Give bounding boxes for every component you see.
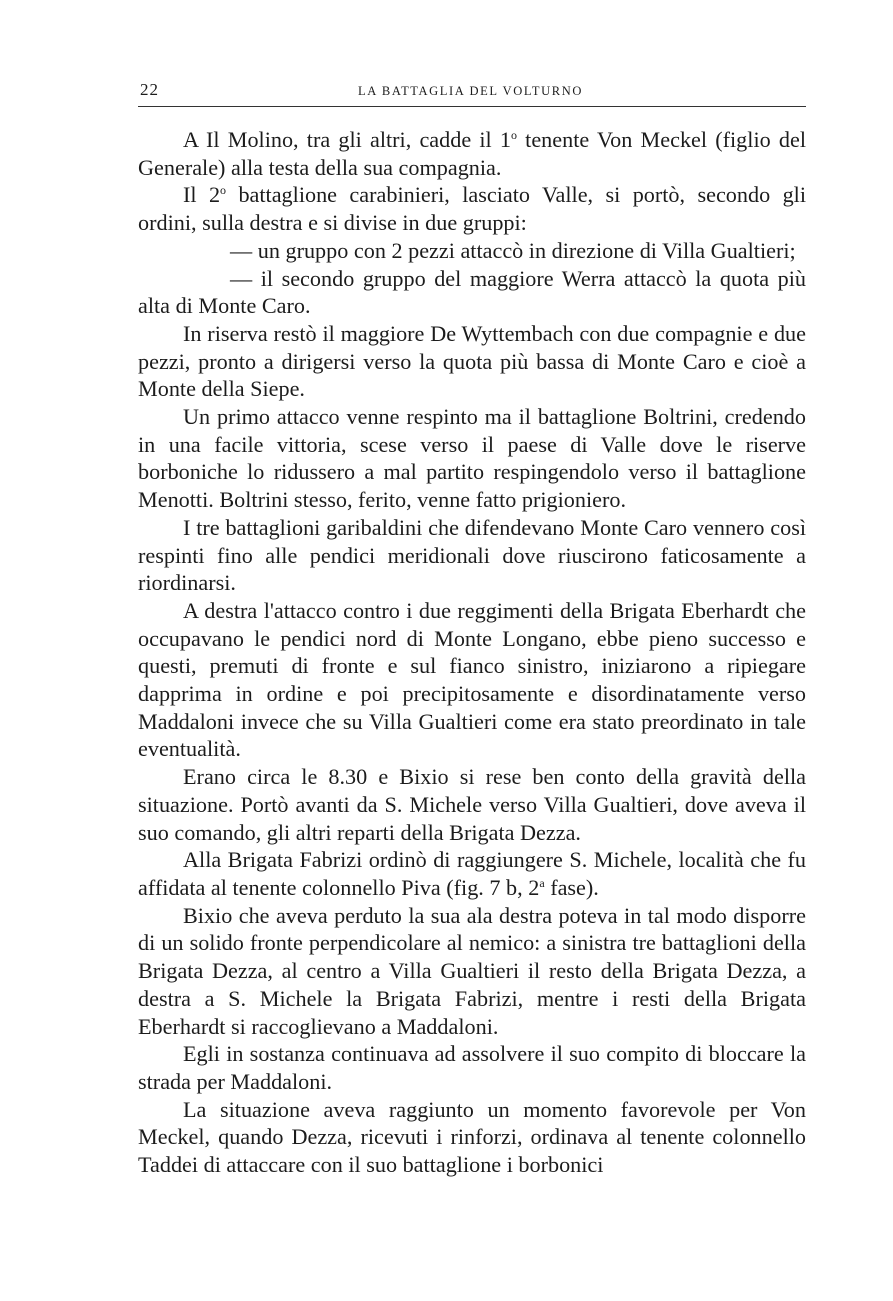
page-header xyxy=(138,78,806,107)
paragraph: A destra l'attacco contro i due reggimenti della Brigata Eberhardt che occupavano le pendici nord di Monte Longano, ebbe pieno successo e questi, premuti di fronte e sul fianco sinistro, iniziarono a ripiegare dapprima in ordine e poi precipitosamente e disordinatamente verso Maddaloni invece che su Villa Gualtieri come era stato preordinato in tale eventualità. xyxy=(138,597,806,762)
paragraph: Egli in sostanza continuava ad assolvere il suo compito di bloccare la strada per Maddaloni. xyxy=(138,1041,806,1094)
paragraph: Bixio che aveva perduto la sua ala destra poteva in tal modo disporre di un solido fronte perpendicolare al nemico: a sinistra tre battaglioni della Brigata Dezza, al centro a Villa Gualtieri il resto della Brigata Dezza, a destra a S. Michele la Brigata Fabrizi, mentre i resti della Brigata Eberhardt si raccoglievano a Maddaloni. xyxy=(138,902,806,1039)
paragraph: La situazione aveva raggiunto un momento favorevole per Von Meckel, quando Dezza, ricevuti i rinforzi, ordinava al tenente colonnello Taddei di attaccare con il suo battaglione i borbonici xyxy=(138,1096,806,1178)
running-title: LA BATTAGLIA DEL VOLTURNO xyxy=(358,84,583,98)
paragraph: In riserva restò il maggiore De Wyttembach con due compagnie e due pezzi, pronto a dirigersi verso la quota più bassa di Monte Caro e cioè a Monte della Siepe. xyxy=(138,320,806,402)
paragraph: — il secondo gruppo del maggiore Werra attaccò la quota più alta di Monte Caro. xyxy=(138,265,806,319)
page-number: 22 xyxy=(140,80,159,99)
paragraph: Alla Brigata Fabrizi ordinò di raggiungere S. Michele, località che fu affidata al tenente colonnello Piva (fig. 7 b, 2$^a$ fase). xyxy=(138,847,806,900)
body-text xyxy=(138,126,806,1179)
paragraph: Il 2$^o$ battaglione carabinieri, lasciato Valle, si portò, secondo gli ordini, sulla destra e si divise in due gruppi: xyxy=(138,182,806,236)
paragraph: A Il Molino, tra gli altri, cadde il 1$^o$ tenente Von Meckel (figlio del Generale) alla testa della sua compagnia. xyxy=(138,127,806,180)
paragraph: — un gruppo con 2 pezzi attaccò in direzione di Villa Gualtieri; xyxy=(230,237,796,263)
paragraph: I tre battaglioni garibaldini che difendevano Monte Caro vennero così respinti fino alle pendici meridionali dove riuscirono faticosamente a riordinarsi. xyxy=(138,514,806,596)
paragraph: Un primo attacco venne respinto ma il battaglione Boltrini, credendo in una facile vittoria, scese verso il paese di Valle dove le riserve borboniche lo ridussero a mal partito respingendolo verso il battaglione Menotti. Boltrini stesso, ferito, venne fatto prigioniero. xyxy=(138,404,806,513)
paragraph: Erano circa le 8.30 e Bixio si rese ben conto della gravità della situazione. Portò avanti da S. Michele verso Villa Gualtieri, dove aveva il suo comando, gli altri reparti della Brigata Dezza. xyxy=(138,764,806,845)
